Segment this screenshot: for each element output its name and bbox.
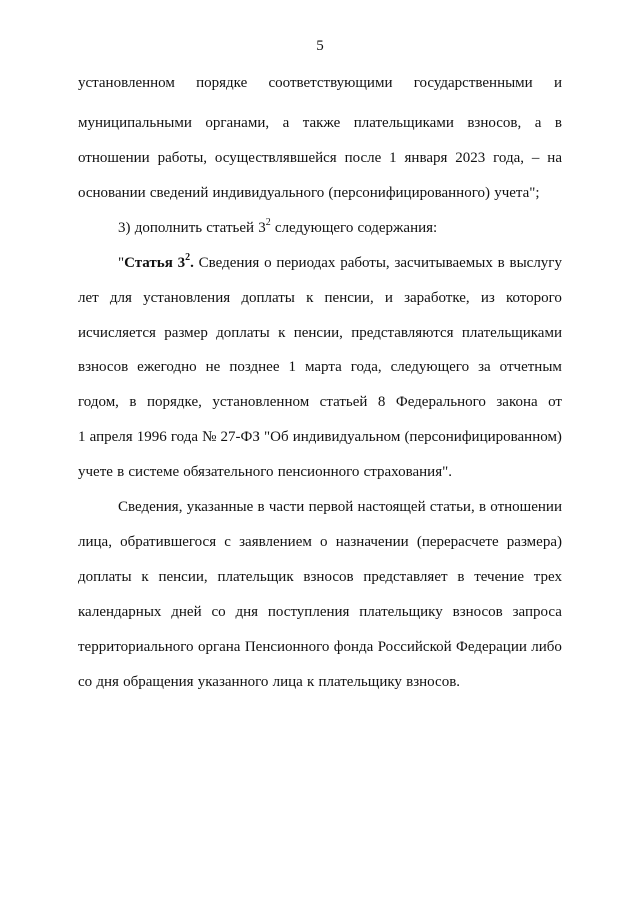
word: в: [117, 464, 125, 480]
word: 1: [288, 359, 296, 375]
text-line: [118, 497, 562, 517]
word: представляет: [363, 569, 448, 585]
word: взносов: [303, 569, 354, 585]
word: плательщиками: [353, 115, 454, 131]
word: "Об: [264, 429, 289, 445]
text-line: [78, 183, 562, 203]
word: из: [480, 290, 495, 306]
word: страхования".: [363, 464, 452, 480]
word: индивидуального: [212, 185, 325, 201]
word: дня: [235, 604, 259, 620]
word: 1: [389, 150, 397, 166]
word: осуществлявшейся: [214, 150, 337, 166]
word: лица: [272, 674, 303, 690]
word: основании: [78, 185, 146, 201]
word: исчисляется: [78, 325, 156, 341]
word: Сведения,: [118, 499, 183, 515]
word: указанного: [197, 674, 269, 690]
word: размера): [506, 534, 562, 550]
word: представляются: [351, 325, 454, 341]
word: пенсии,: [158, 569, 208, 585]
word: с: [224, 534, 231, 550]
word: течение: [474, 569, 524, 585]
word: в: [129, 394, 137, 410]
word: территориального: [78, 639, 194, 655]
word: закона: [496, 394, 538, 410]
text-line: [78, 532, 562, 552]
word: к: [278, 325, 286, 341]
word: порядке: [196, 75, 248, 91]
word: назначении: [335, 534, 409, 550]
word: работы,: [340, 255, 390, 271]
word: выслугу: [509, 255, 562, 271]
word: "Статья: [118, 255, 173, 271]
word: заявлением: [239, 534, 312, 550]
word: апреля: [89, 429, 133, 445]
word: года: [170, 429, 198, 445]
word: (персонифицированном): [404, 429, 562, 445]
text-line: [118, 253, 562, 273]
word: в: [457, 569, 465, 585]
word: $3^2$.: [177, 252, 194, 271]
text-line: [78, 672, 562, 692]
word: периодах: [276, 255, 336, 271]
word: в: [554, 115, 562, 131]
word: установления: [143, 290, 231, 306]
word: в: [497, 255, 505, 271]
word: года,: [350, 359, 382, 375]
text-line: [78, 148, 562, 168]
word: со: [211, 604, 226, 620]
word: к: [141, 569, 149, 585]
word: к: [306, 290, 314, 306]
word: трех: [533, 569, 562, 585]
word: а: [534, 115, 542, 131]
word: со: [78, 674, 93, 690]
word: лица,: [78, 534, 112, 550]
word: доплаты: [78, 569, 132, 585]
text-line: [78, 602, 562, 622]
word: а: [282, 115, 290, 131]
word: доплаты: [241, 290, 295, 306]
word: части: [268, 499, 305, 515]
word: индивидуальном: [292, 429, 401, 445]
word: доплаты: [216, 325, 270, 341]
word: для: [109, 290, 132, 306]
word: марта: [305, 359, 342, 375]
word: ежегодно: [137, 359, 197, 375]
word: на: [547, 150, 562, 166]
word: к: [306, 674, 315, 690]
word: плательщику: [318, 674, 402, 690]
word: (персонифицированного): [328, 185, 490, 201]
word: первой: [308, 499, 354, 515]
word: системе: [128, 464, 180, 480]
text-line: [78, 73, 562, 93]
word: размер: [164, 325, 208, 341]
word: за: [478, 359, 491, 375]
word: заработке,: [404, 290, 470, 306]
word: обратившегося: [120, 534, 217, 550]
word: сведений: [149, 185, 209, 201]
word: о: [264, 255, 272, 271]
word: о: [320, 534, 328, 550]
word: дополнить: [134, 220, 203, 236]
page-number: 5: [316, 38, 324, 54]
text-line: [78, 427, 562, 447]
word: и: [553, 75, 562, 91]
word: не: [205, 359, 221, 375]
word: учета";: [494, 185, 540, 201]
word: плательщику: [359, 604, 443, 620]
word: Российской: [377, 639, 452, 655]
text-line: [78, 113, 562, 133]
word: года,: [493, 150, 525, 166]
word: –: [531, 150, 540, 166]
word: в: [257, 499, 265, 515]
word: поступления: [267, 604, 350, 620]
word: годом,: [78, 394, 119, 410]
word: пенсионного: [277, 464, 360, 480]
word: соответствующими: [268, 75, 393, 91]
text-line: [78, 392, 562, 412]
word: засчитываемых: [394, 255, 493, 271]
word: 1996: [136, 429, 167, 445]
word: Федерации: [456, 639, 527, 655]
word: взносов: [78, 359, 129, 375]
word: отношении: [78, 150, 150, 166]
word: органа: [197, 639, 241, 655]
word: учете: [78, 464, 113, 480]
word: Федерального: [395, 394, 486, 410]
word: которого: [505, 290, 562, 306]
word: также: [302, 115, 341, 131]
word: взносов.: [406, 674, 461, 690]
word: Пенсионного: [244, 639, 330, 655]
word: установленном: [212, 394, 310, 410]
word: статьи,: [429, 499, 475, 515]
word: государственными: [413, 75, 533, 91]
word: взносов,: [467, 115, 522, 131]
text-line: [78, 288, 562, 308]
text-line: [118, 218, 562, 238]
word: содержания:: [357, 220, 438, 236]
word: от: [548, 394, 562, 410]
word: обязательного: [183, 464, 274, 480]
word: указанные: [186, 499, 254, 515]
word: дня: [96, 674, 119, 690]
word: №: [202, 429, 217, 445]
word: настоящей: [357, 499, 426, 515]
word: взносов: [452, 604, 503, 620]
text-line: [78, 323, 562, 343]
word: органами,: [205, 115, 270, 131]
word: фонда: [333, 639, 374, 655]
word: 8: [377, 394, 386, 410]
word: в: [478, 499, 487, 515]
word: позднее: [229, 359, 280, 375]
text-line: [78, 357, 562, 377]
text-line: [78, 567, 562, 587]
word: $3^2$: [258, 217, 271, 236]
word: муниципальными: [78, 115, 192, 131]
word: отчетным: [499, 359, 562, 375]
word: пенсии,: [324, 290, 374, 306]
word: отношении: [490, 499, 562, 515]
word: обращения: [123, 674, 194, 690]
word: 27-ФЗ: [220, 429, 260, 445]
text-line: [78, 462, 562, 482]
word: работы,: [157, 150, 208, 166]
word: лет: [78, 290, 99, 306]
word: порядке,: [146, 394, 202, 410]
word: календарных: [78, 604, 162, 620]
word: установленном: [78, 75, 175, 91]
word: после: [344, 150, 382, 166]
word: (перерасчете: [416, 534, 499, 550]
word: плательщиками: [461, 325, 562, 341]
word: либо: [531, 639, 562, 655]
word: статьей: [206, 220, 255, 236]
word: января: [404, 150, 448, 166]
word: запроса: [512, 604, 562, 620]
word: и: [384, 290, 393, 306]
word: 1: [78, 429, 86, 445]
word: следующего: [390, 359, 470, 375]
word: 2023: [455, 150, 486, 166]
word: плательщик: [217, 569, 294, 585]
text-line: [78, 637, 562, 657]
word: следующего: [274, 220, 354, 236]
word: пенсии,: [293, 325, 343, 341]
word: Сведения: [198, 255, 260, 271]
word: 3): [118, 220, 131, 236]
word: дней: [171, 604, 202, 620]
word: статьей: [319, 394, 368, 410]
